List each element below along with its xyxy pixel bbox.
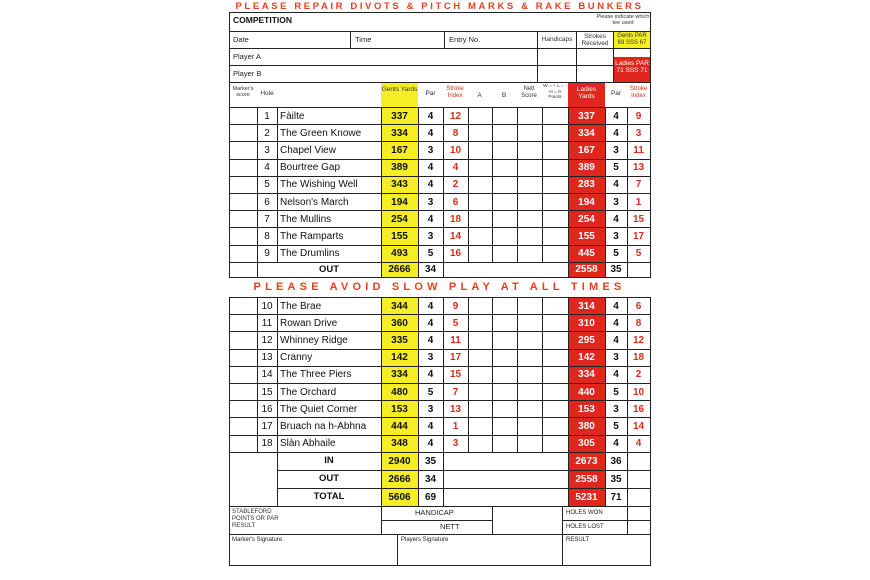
cell-b [492, 211, 517, 227]
cell-name: The Ramparts [280, 230, 344, 242]
cell-b [492, 332, 517, 348]
cell-score [229, 246, 257, 262]
date-label: Date [233, 35, 249, 44]
cell-score [229, 142, 257, 158]
cell-a [468, 228, 492, 244]
col-wld-points: W = + L = - H = 0 Points [543, 84, 567, 101]
cell-gsi: 12 [449, 110, 462, 122]
cell-pts [542, 228, 568, 244]
cell-b [492, 142, 517, 158]
out-label: OUT [318, 263, 340, 275]
cell-b [492, 384, 517, 400]
cell-lsi: 11 [633, 144, 644, 156]
cell-gsi: 14 [449, 230, 462, 242]
cell-pts [542, 108, 568, 124]
cell-name: Cranny [280, 352, 313, 364]
cell-b [492, 298, 517, 314]
cell-gy: 343 [381, 177, 418, 193]
cell-lsi: 14 [632, 420, 645, 432]
cell-pts [542, 246, 568, 262]
cell-lsi: 15 [632, 213, 645, 225]
cell-gsi: 1 [452, 420, 459, 432]
cell-gsi: 18 [449, 213, 462, 225]
cell-gsi: 17 [449, 352, 462, 364]
cell-nett [517, 108, 542, 124]
cell-ly: 310 [568, 315, 605, 331]
cell-a [468, 350, 492, 366]
cell-b [492, 160, 517, 176]
cell-hole: 8 [264, 230, 270, 242]
player-b-label: Player B [233, 69, 262, 78]
cell-gy: 444 [381, 418, 418, 434]
total-label-out: OUT [318, 473, 340, 485]
cell-gp: 34 [424, 473, 437, 485]
col-gents-yards: Gents Yards [381, 86, 418, 93]
cell-hole: 14 [261, 369, 273, 381]
cell-lp: 5 [613, 386, 619, 398]
cell-gp: 4 [427, 300, 434, 312]
cell-hole: 6 [264, 196, 270, 208]
cell-b [492, 246, 517, 262]
cell-score [229, 315, 257, 331]
cell-b [492, 418, 517, 434]
cell-gsi: 10 [449, 144, 462, 156]
cell-score [229, 125, 257, 141]
cell-nett [517, 194, 542, 210]
cell-name: The Drumlins [280, 248, 340, 260]
cell-gp: 4 [427, 420, 434, 432]
cell-pts [542, 367, 568, 383]
cell-ly: 2673 [568, 453, 605, 470]
cell-ly: 337 [568, 108, 605, 124]
cell-name: The Three Piers [280, 369, 352, 381]
cell-score [229, 367, 257, 383]
cell-name: Whinney Ridge [280, 334, 348, 346]
cell-a [468, 108, 492, 124]
cell-pts [542, 211, 568, 227]
cell-lsi: 2 [635, 369, 642, 381]
cell-name: Bourtree Gap [280, 162, 341, 174]
cell-lsi: 16 [632, 403, 645, 415]
total-label-total: TOTAL [313, 491, 345, 503]
cell-lsi: 1 [635, 196, 642, 208]
cell-nett [517, 246, 542, 262]
cell-a [468, 125, 492, 141]
cell-b [492, 315, 517, 331]
col-stroke-index: Stroke Index [446, 86, 464, 99]
cell-a [468, 436, 492, 452]
cell-hole: 17 [261, 420, 273, 432]
cell-gp: 4 [427, 179, 434, 191]
cell-score [229, 108, 257, 124]
cell-a [468, 384, 492, 400]
cell-ly: 380 [568, 418, 605, 434]
banner-slow-play: PLEASE AVOID SLOW PLAY AT ALL TIMES [253, 281, 626, 293]
handicap-label: HANDICAP [415, 508, 454, 517]
cell-ly: 142 [568, 350, 605, 366]
cell-gy: 334 [381, 125, 418, 141]
cell-gp: 5 [427, 386, 434, 398]
cell-ly: 334 [568, 367, 605, 383]
cell-hole: 3 [264, 144, 270, 156]
cell-ly: 167 [568, 142, 605, 158]
cell-a [468, 194, 492, 210]
cell-gp: 35 [424, 455, 437, 467]
nett-label: NETT [440, 522, 460, 531]
cell-gy: 2940 [381, 453, 418, 470]
cell-pts [542, 384, 568, 400]
col-par: Par [425, 90, 436, 97]
cell-gp: 34 [424, 264, 437, 276]
cell-gp: 4 [427, 334, 434, 346]
markers-signature-label: Marker's Signature [232, 537, 283, 543]
cell-name: The Wishing Well [280, 179, 358, 191]
tee-note: Please indicate which tee used [596, 14, 650, 27]
cell-lp: 3 [613, 352, 619, 364]
cell-gp: 3 [427, 144, 434, 156]
cell-gy: 5606 [381, 489, 418, 506]
cell-hole: 4 [264, 162, 270, 174]
cell-lp: 4 [613, 300, 619, 312]
cell-a [468, 177, 492, 193]
cell-lsi: 12 [632, 334, 645, 346]
cell-nett [517, 384, 542, 400]
cell-ly: 389 [568, 160, 605, 176]
cell-name: The Quiet Corner [280, 403, 358, 415]
cell-name: The Green Knowe [280, 127, 362, 139]
cell-gy: 155 [381, 228, 418, 244]
cell-gsi: 16 [449, 248, 462, 260]
cell-gsi: 13 [449, 403, 462, 415]
cell-pts [542, 160, 568, 176]
cell-score [229, 298, 257, 314]
cell-nett [517, 298, 542, 314]
banner-repair-divots: PLEASE REPAIR DIVOTS & PITCH MARKS & RAKE BUNKERS [235, 1, 644, 12]
cell-gy: 348 [381, 436, 418, 452]
cell-gsi: 3 [452, 438, 459, 450]
cell-pts [542, 401, 568, 417]
cell-name: Nelson's March [280, 196, 349, 208]
cell-lp: 3 [613, 403, 619, 415]
cell-pts [542, 315, 568, 331]
cell-gy: 2666 [381, 471, 418, 488]
cell-b [492, 228, 517, 244]
cell-gy: 493 [381, 246, 418, 262]
cell-gy: 2666 [381, 263, 418, 277]
cell-b [492, 350, 517, 366]
cell-lp: 4 [613, 179, 619, 191]
cell-name: Fàilte [280, 110, 305, 122]
cell-gy: 142 [381, 350, 418, 366]
cell-lsi: 18 [632, 352, 645, 364]
holes-won-label: HOLES WON [566, 510, 603, 516]
cell-lp: 4 [613, 110, 619, 122]
cell-score [229, 194, 257, 210]
cell-hole: 11 [261, 317, 273, 329]
cell-gy: 335 [381, 332, 418, 348]
cell-a [468, 160, 492, 176]
cell-score [229, 350, 257, 366]
cell-gy: 254 [381, 211, 418, 227]
cell-name: The Brae [280, 300, 322, 312]
cell-gsi: 2 [452, 179, 459, 191]
cell-ly: 153 [568, 401, 605, 417]
cell-lsi: 17 [632, 230, 645, 242]
cell-lp: 35 [610, 473, 622, 485]
cell-b [492, 108, 517, 124]
cell-lp: 5 [613, 420, 619, 432]
cell-lp: 4 [613, 127, 619, 139]
cell-nett [517, 177, 542, 193]
player-a-label: Player A [233, 52, 261, 61]
cell-ly: 283 [568, 177, 605, 193]
cell-score [229, 332, 257, 348]
cell-gp: 3 [427, 230, 434, 242]
cell-score [229, 211, 257, 227]
col-ladies-stroke-index: Stroke Index [629, 86, 648, 99]
gents-par-box: Gents PAR 69 SSS 67 [614, 32, 650, 48]
cell-gsi: 7 [452, 386, 459, 398]
cell-ly: 155 [568, 228, 605, 244]
cell-gp: 3 [427, 352, 434, 364]
cell-name: The Mullins [280, 213, 332, 225]
cell-gy: 337 [381, 108, 418, 124]
cell-lp: 4 [613, 438, 619, 450]
cell-ly: 295 [568, 332, 605, 348]
cell-lp: 4 [613, 213, 619, 225]
col-nett-score: Nett Score [521, 86, 537, 99]
cell-hole: 15 [261, 386, 273, 398]
result-label: RESULT [566, 537, 590, 543]
cell-ly: 2558 [568, 263, 605, 277]
cell-hole: 2 [264, 127, 270, 139]
cell-gsi: 11 [450, 334, 461, 346]
cell-gp: 4 [427, 369, 434, 381]
cell-gy: 360 [381, 315, 418, 331]
time-label: Time [355, 35, 372, 44]
cell-nett [517, 228, 542, 244]
cell-name: Chapel View [280, 144, 336, 156]
cell-a [468, 142, 492, 158]
cell-ly: 334 [568, 125, 605, 141]
cell-name: Bruach na h-Abhna [280, 420, 367, 432]
cell-gp: 4 [427, 162, 434, 174]
cell-score [229, 384, 257, 400]
cell-gsi: 15 [449, 369, 462, 381]
cell-score [229, 177, 257, 193]
cell-gsi: 4 [452, 162, 459, 174]
cell-gy: 194 [381, 194, 418, 210]
cell-lp: 4 [613, 334, 619, 346]
cell-b [492, 177, 517, 193]
cell-b [492, 401, 517, 417]
cell-pts [542, 350, 568, 366]
cell-score [229, 228, 257, 244]
cell-ly: 5231 [568, 489, 605, 506]
cell-gsi: 5 [452, 317, 459, 329]
cell-ly: 2558 [568, 471, 605, 488]
cell-pts [542, 332, 568, 348]
cell-lsi: 8 [635, 317, 642, 329]
cell-lsi: 7 [635, 179, 642, 191]
cell-a [468, 332, 492, 348]
cell-pts [542, 142, 568, 158]
cell-name: Rowan Drive [280, 317, 338, 329]
cell-nett [517, 142, 542, 158]
cell-hole: 7 [264, 213, 270, 225]
cell-nett [517, 315, 542, 331]
cell-hole: 16 [261, 403, 273, 415]
cell-a [468, 315, 492, 331]
cell-b [492, 125, 517, 141]
cell-hole: 10 [261, 300, 273, 312]
cell-lp: 4 [613, 317, 619, 329]
cell-a [468, 246, 492, 262]
cell-gy: 153 [381, 401, 418, 417]
entry-no-label: Entry No. [449, 35, 481, 44]
cell-lsi: 3 [635, 127, 642, 139]
cell-a [468, 298, 492, 314]
players-signature-label: Players Signature [401, 537, 449, 543]
cell-b [492, 194, 517, 210]
cell-nett [517, 350, 542, 366]
cell-nett [517, 436, 542, 452]
cell-ly: 445 [568, 246, 605, 262]
cell-pts [542, 418, 568, 434]
cell-name: Slàn Abhaile [280, 438, 336, 450]
cell-gp: 3 [427, 196, 434, 208]
cell-gp: 4 [427, 110, 434, 122]
cell-hole: 9 [264, 248, 270, 260]
cell-lp: 5 [613, 162, 619, 174]
cell-hole: 1 [264, 110, 270, 122]
cell-nett [517, 418, 542, 434]
cell-nett [517, 160, 542, 176]
handicaps-label: Handicaps [541, 36, 573, 43]
cell-nett [517, 332, 542, 348]
cell-lp: 4 [613, 369, 619, 381]
cell-ly: 314 [568, 298, 605, 314]
cell-gsi: 9 [452, 300, 459, 312]
cell-lsi: 9 [635, 110, 642, 122]
cell-gp: 4 [427, 438, 434, 450]
holes-lost-label: HOLES LOST [566, 524, 604, 530]
cell-nett [517, 401, 542, 417]
cell-lsi: 5 [635, 248, 642, 260]
cell-lp: 36 [610, 455, 622, 467]
cell-lp: 35 [610, 264, 622, 276]
cell-gp: 4 [427, 317, 434, 329]
cell-gy: 344 [381, 298, 418, 314]
cell-ly: 305 [568, 436, 605, 452]
cell-pts [542, 194, 568, 210]
cell-ly: 440 [568, 384, 605, 400]
cell-gy: 389 [381, 160, 418, 176]
col-markers-score: Marker's score [232, 86, 254, 99]
cell-nett [517, 367, 542, 383]
col-a: A [477, 92, 482, 99]
cell-gp: 4 [427, 127, 434, 139]
cell-score [229, 418, 257, 434]
cell-ly: 254 [568, 211, 605, 227]
cell-score [229, 401, 257, 417]
cell-pts [542, 298, 568, 314]
cell-score [229, 436, 257, 452]
col-hole: Hole [260, 90, 274, 97]
cell-lsi: 6 [635, 300, 642, 312]
cell-lp: 3 [613, 144, 619, 156]
cell-gy: 480 [381, 384, 418, 400]
cell-lp: 71 [610, 491, 622, 503]
competition-label: COMPETITION [233, 15, 293, 25]
col-ladies-par: Par [610, 90, 622, 97]
cell-lsi: 13 [632, 162, 645, 174]
cell-hole: 5 [264, 179, 270, 191]
cell-a [468, 401, 492, 417]
cell-b [492, 367, 517, 383]
cell-gp: 4 [427, 213, 434, 225]
cell-pts [542, 177, 568, 193]
cell-pts [542, 125, 568, 141]
cell-gy: 334 [381, 367, 418, 383]
ladies-par-box: Ladies PAR 71 SSS 71 [614, 57, 650, 82]
cell-nett [517, 211, 542, 227]
total-label-in: IN [324, 455, 334, 467]
cell-hole: 18 [261, 438, 273, 450]
col-b: B [501, 92, 507, 99]
cell-gp: 69 [424, 491, 437, 503]
cell-lsi: 4 [635, 438, 642, 450]
cell-a [468, 211, 492, 227]
cell-pts [542, 436, 568, 452]
cell-ly: 194 [568, 194, 605, 210]
cell-gy: 167 [381, 142, 418, 158]
cell-nett [517, 125, 542, 141]
cell-score [229, 160, 257, 176]
cell-hole: 12 [261, 334, 273, 346]
cell-a [468, 418, 492, 434]
cell-lp: 5 [613, 248, 619, 260]
cell-name: The Orchard [280, 386, 337, 398]
strokes-received-label: Strokes Received [581, 33, 609, 48]
cell-hole: 13 [261, 352, 273, 364]
cell-gp: 3 [427, 403, 434, 415]
cell-gp: 5 [427, 248, 434, 260]
cell-lp: 3 [613, 230, 619, 242]
col-ladies-yards: Ladies Yards [576, 86, 597, 101]
cell-b [492, 436, 517, 452]
cell-lp: 3 [613, 196, 619, 208]
cell-gsi: 8 [452, 127, 459, 139]
stableford-label: STABLEFORD POINTS OR PAR RESULT [232, 509, 279, 529]
cell-gsi: 6 [452, 196, 459, 208]
cell-lsi: 10 [632, 386, 645, 398]
cell-a [468, 367, 492, 383]
